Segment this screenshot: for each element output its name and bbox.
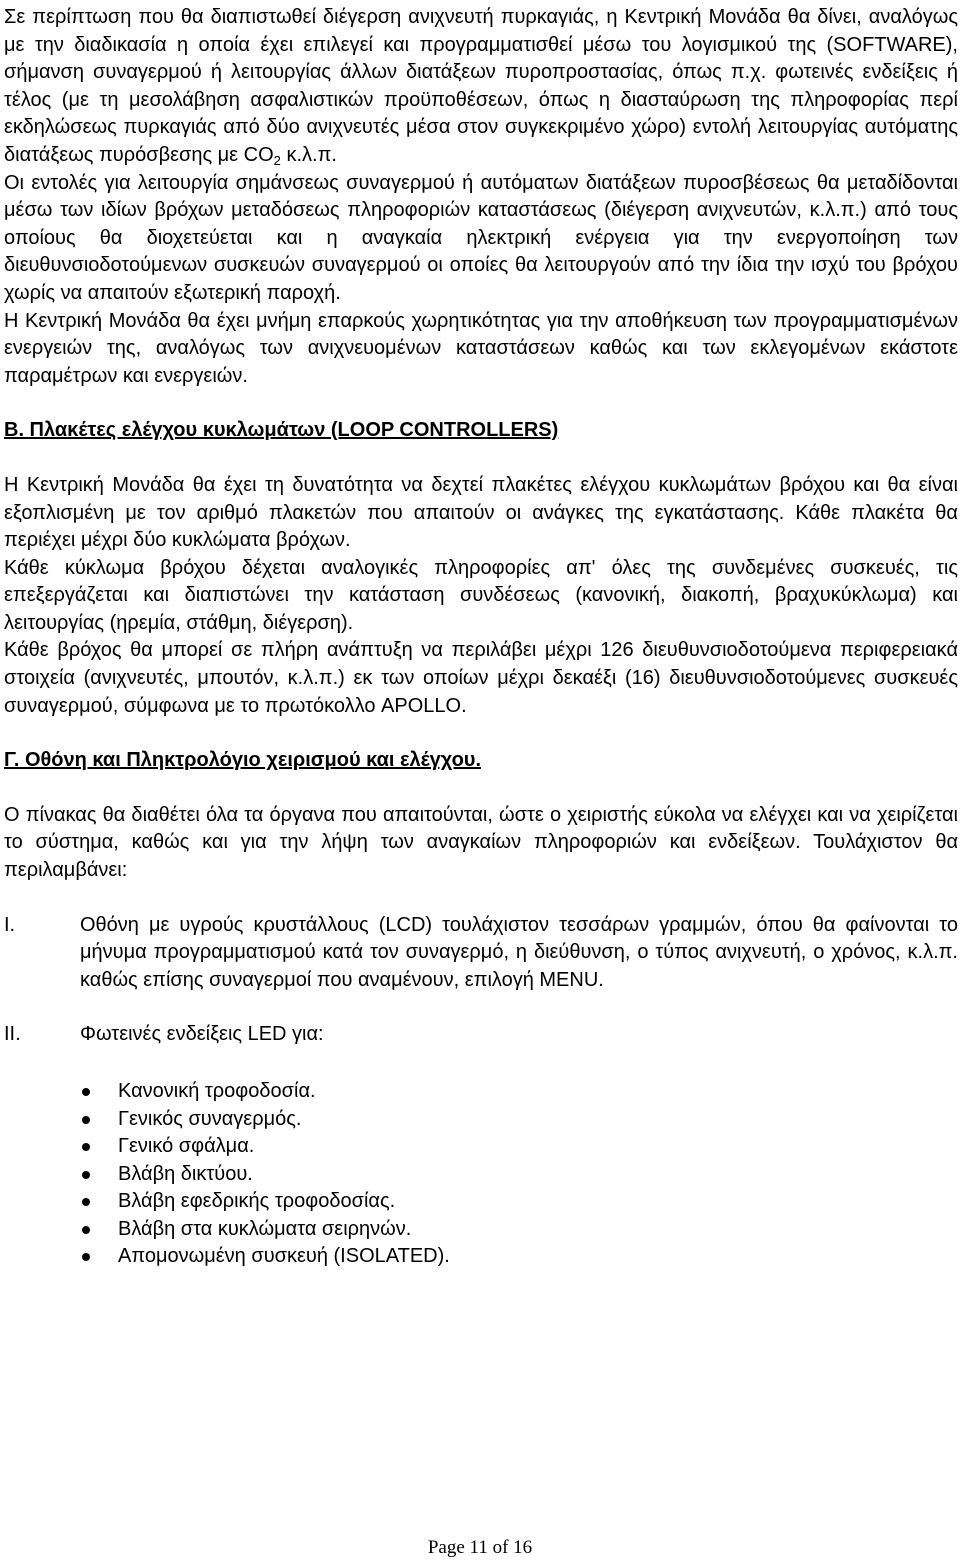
bullet-item <box>4 1106 958 1134</box>
bullet-dot-icon <box>4 1161 118 1189</box>
page-footer: Page 11 of 16 <box>427 1537 533 1558</box>
list-item-led <box>4 1021 958 1049</box>
list-item-lcd <box>4 912 958 995</box>
led-bullet-list <box>4 1078 958 1271</box>
paragraph-detection <box>4 4 958 170</box>
bullet-dot-icon <box>4 1216 118 1244</box>
bullet-dot-icon <box>4 1078 118 1106</box>
list-number: II. <box>4 1023 21 1046</box>
bullet-item <box>4 1243 958 1271</box>
paragraph-memory: Η Κεντρική Μονάδα θα έχει μνήμη επαρκούς χωρητικότητας για την αποθήκευση των προγραμματισμένων ενεργειών της, αναλόγως των ανιχνευομένων καταστάσεων καθώς και των εκλεγομένων εκάστοτε παραμέτρων και ενεργειών. <box>4 309 958 387</box>
bullet-item <box>4 1133 958 1161</box>
section-b-heading: Β. Πλακέτες ελέγχου κυκλωμάτων (LOOP CONTROLLERS) <box>4 419 559 442</box>
list-number: I. <box>4 913 16 936</box>
bullet-dot-icon <box>4 1188 118 1216</box>
bullet-item <box>4 1078 958 1106</box>
section-c-intro: Ο πίνακας θα διαθέτει όλα τα όργανα που απαιτούνται, ώστε ο χειριστής εύκολα να ελέγχει και να χειρίζεται το σύστημα, καθώς και για την λήψη των αναγκαίων πληροφοριών και ενδείξεων. Τουλάχιστον θα περιλαμβάνει: <box>4 803 958 882</box>
bullet-text: Βλάβη στα κυκλώματα σειρηνών. <box>118 1217 412 1240</box>
paragraph-detection-text: Σε περίπτωση που θα διαπιστωθεί διέγερση ανιχνευτή πυρκαγιάς, η Κεντρική Μονάδα θα δίνει, αναλόγως με την διαδικασία η οποία έχει επιλεγεί και προγραμματισθεί μέσω του λογισμικού της (SOFTWARE), σήμανση συναγερμού ή λειτουργίας άλλων διατάξεων πυροπροστασίας, όπως π.χ. φωτεινές ενδείξεις ή τέλος (με τη μεσολάβηση ασφαλιστικών προϋποθέσεων, όπως η διασταύρωση της πληροφορίας περί εκδηλώσεως πυρκαγιάς από δύο ανιχνευτές μέσα στον συγκεκριμένο χώρο) εντολή λειτουργίας αυτόματης διατάξεως πυρόσβεσης με CO <box>4 6 958 166</box>
bullet-text: Γενικός συναγερμός. <box>118 1107 302 1130</box>
section-c-heading: Γ. Οθόνη και Πληκτρολόγιο χειρισμού και ελέγχου. <box>4 749 482 772</box>
bullet-text: Βλάβη εφεδρικής τροφοδοσίας. <box>118 1190 396 1212</box>
bullet-item <box>4 1216 958 1244</box>
section-b-paragraph: Κάθε βρόχος θα μπορεί σε πλήρη ανάπτυξη να περιλάβει μέχρι 126 διευθυνσιοδοτούμενα περιφερειακά στοιχεία (ανιχνευτές, μπουτόν, κ.λ.π.) εκ των οποίων μέχρι δεκαέξι (16) διευθυνσιοδοτούμενες συσκευές συναγερμού, σύμφωνα με το πρωτόκολλο APOLLO. <box>4 639 958 717</box>
bullet-item <box>4 1188 958 1216</box>
bullet-text: Κανονική τροφοδοσία. <box>118 1080 316 1102</box>
list-text: Οθόνη με υγρούς κρυστάλλους (LCD) τουλάχιστον τεσσάρων γραμμών, όπου θα φαίνονται το μήνυμα προγραμματισμού κατά τον συναγερμό, η διεύθυνση, ο τύπος ανιχνευτή, ο χρόνος, κ.λ.π. καθώς επίσης συναγερμοί που αναμένουν, επιλογή MENU. <box>80 913 958 991</box>
bullet-dot-icon <box>4 1133 118 1161</box>
bullet-text: Γενικό σφάλμα. <box>118 1135 255 1157</box>
section-b-paragraph: Κάθε κύκλωμα βρόχου δέχεται αναλογικές πληροφορίες απ' όλες της συνδεμένες συσκευές, τις επεξεργάζεται και διαπιστώνει την κατάσταση συνδέσεως (κανονική, διακοπή, βραχυκύκλωμα) και λειτουργίας (ηρεμία, στάθμη, διέγερση). <box>4 556 958 634</box>
bullet-item <box>4 1161 958 1189</box>
bullet-dot-icon <box>4 1106 118 1134</box>
section-b-paragraph: Η Κεντρική Μονάδα θα έχει τη δυνατότητα να δεχτεί πλακέτες ελέγχου κυκλωμάτων βρόχου και θα είναι εξοπλισμένη με τον αριθμό πλακετών που απαιτούν οι ανάγκες της εγκατάστασης. Κάθε πλακέτα θα περιέχει μέχρι δύο κυκλώματα βρόχων. <box>4 473 958 552</box>
co2-suffix: κ.λ.π. <box>280 143 337 166</box>
bullet-text: Απομονωμένη συσκευή (ISOLATED). <box>118 1245 450 1267</box>
paragraph-commands: Οι εντολές για λειτουργία σημάνσεως συναγερμού ή αυτόματων διατάξεων πυροσβέσεως θα μεταδίδονται μέσω των ιδίων βρόχων μεταδόσεως πληροφοριών καταστάσεως (διέγερση ανιχνευτών, κ.λ.π.) από τους οποίους θα διοχετεύεται και η αναγκαία ηλεκτρική ενέργεια για την ενεργοποίηση των διευθυνσιοδοτούμενων συσκευών συναγερμού οι οποίες θα λειτουργούν από την ίδια την ισχύ του βρόχου χωρίς να απαιτούν εξωτερική παροχή. <box>4 171 958 304</box>
list-text: Φωτεινές ενδείξεις LED για: <box>80 1023 324 1046</box>
document-body <box>4 4 958 1271</box>
co2-subscript: 2 <box>273 152 281 168</box>
bullet-text: Βλάβη δικτύου. <box>118 1162 253 1185</box>
bullet-dot-icon <box>4 1243 118 1271</box>
